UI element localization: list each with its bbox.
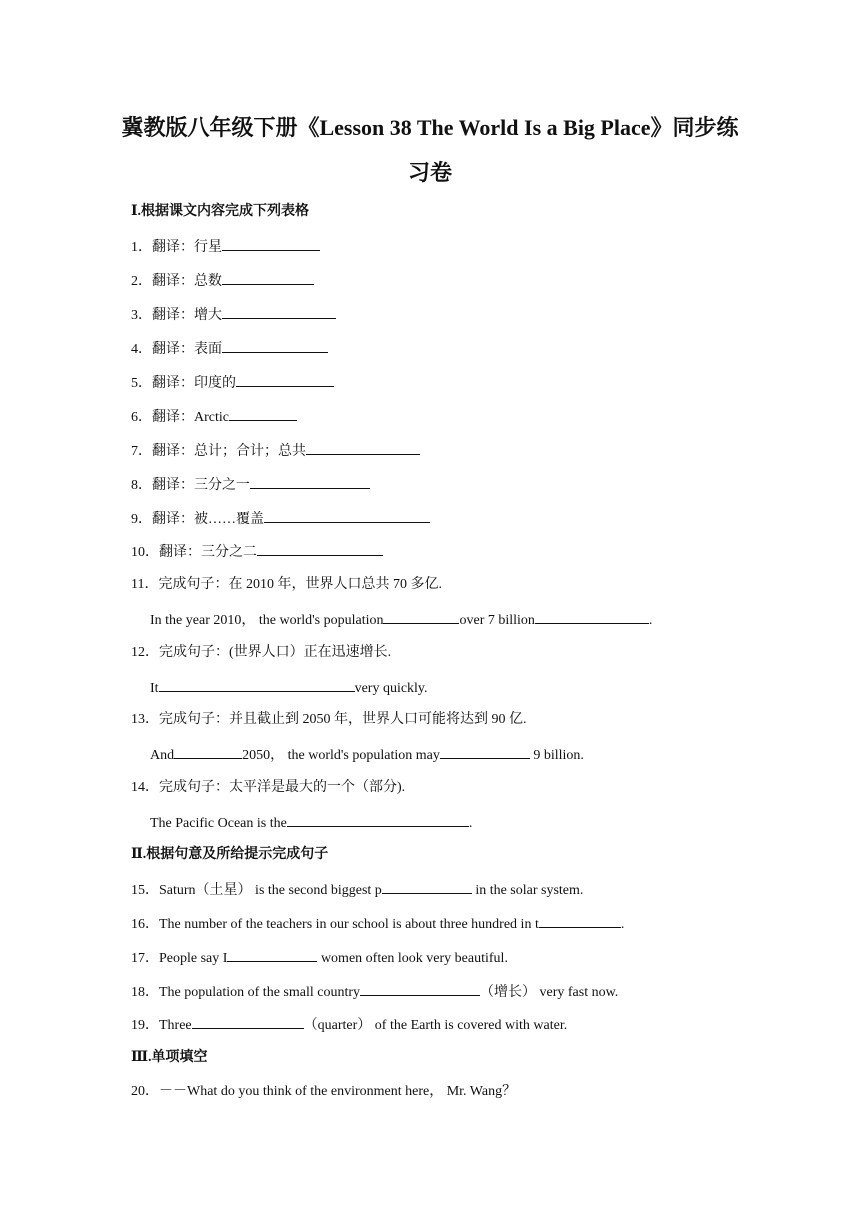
sentence-part: . [620, 917, 625, 932]
answer-blank[interactable] [174, 745, 242, 759]
answer-blank[interactable] [360, 982, 480, 996]
answer-blank[interactable] [257, 542, 383, 556]
sentence-part: （增长） very fast now. [480, 985, 619, 1000]
sentence-part: in the solar system. [471, 883, 584, 898]
question-text: 9．翻译：被……覆盖 [131, 512, 264, 527]
question-12: 12．完成句子：(世界人口）正在迅速增长. [131, 645, 392, 660]
answer-blank[interactable] [383, 610, 459, 624]
answer-blank[interactable] [222, 271, 314, 285]
sentence-part: （quarter） of the Earth is covered with water. [303, 1018, 568, 1033]
answer-blank[interactable] [159, 678, 355, 692]
question-text: 5．翻译：印度的 [131, 376, 236, 391]
sentence-part: very quickly. [354, 681, 428, 696]
answer-blank[interactable] [222, 305, 336, 319]
sentence-part: 17．People say I [131, 951, 228, 966]
sentence-part: 2050， the world's population may [242, 748, 440, 763]
question-9 [131, 509, 430, 529]
question-11-answer [150, 610, 652, 630]
question-3 [131, 305, 336, 325]
question-text: 1．翻译：行星 [131, 240, 222, 255]
question-text: 10．翻译：三分之二 [131, 545, 257, 560]
question-10 [131, 542, 383, 562]
question-17 [131, 948, 508, 968]
sentence-part: over 7 billion [459, 613, 535, 628]
answer-blank[interactable] [382, 880, 472, 894]
question-text: 6．翻译：Arctic [131, 410, 229, 425]
sentence-part: And [150, 748, 175, 763]
question-11: 11．完成句子：在 2010 年，世界人口总共 70 多亿. [131, 577, 442, 592]
question-text: 3．翻译：增大 [131, 308, 222, 323]
question-text: 7．翻译：总计；合计；总共 [131, 444, 306, 459]
answer-blank[interactable] [222, 237, 320, 251]
answer-blank[interactable] [539, 914, 621, 928]
question-7 [131, 441, 420, 461]
answer-blank[interactable] [229, 407, 297, 421]
sentence-part: 18．The population of the small country [131, 985, 361, 1000]
question-12-answer [150, 678, 428, 698]
section-heading-3: Ⅲ.单项填空 [131, 1050, 208, 1065]
page-title-line1: 冀教版八年级下册《Lesson 38 The World Is a Big Place》同步练 [121, 115, 739, 140]
sentence-part: 9 billion. [529, 748, 584, 763]
question-1 [131, 237, 320, 257]
question-5 [131, 373, 334, 393]
question-text: 4．翻译：表面 [131, 342, 222, 357]
sentence-part: 19．Three [131, 1018, 192, 1033]
sentence-part: 15．Saturn（土星） is the second biggest p [131, 883, 382, 898]
answer-blank[interactable] [535, 610, 649, 624]
answer-blank[interactable] [192, 1015, 304, 1029]
question-2 [131, 271, 314, 291]
sentence-part: women often look very beautiful. [317, 951, 508, 966]
question-14: 14．完成句子：太平洋是最大的一个（部分). [131, 780, 406, 795]
question-16 [131, 914, 624, 934]
question-13: 13．完成句子：并且截止到 2050 年，世界人口可能将达到 90 亿. [131, 712, 527, 727]
sentence-part: The Pacific Ocean is the [150, 816, 287, 831]
sentence-part: . [468, 816, 473, 831]
question-13-answer [150, 745, 584, 765]
question-text: 2．翻译：总数 [131, 274, 222, 289]
question-14-answer [150, 813, 472, 833]
answer-blank[interactable] [222, 339, 328, 353]
page-title-line2: 习卷 [407, 160, 452, 185]
question-6 [131, 407, 297, 427]
question-20: 20．－－What do you think of the environment here， Mr. Wang？ [131, 1084, 517, 1099]
answer-blank[interactable] [306, 441, 420, 455]
answer-blank[interactable] [287, 813, 469, 827]
sentence-part: In the year 2010， the world's population [150, 613, 384, 628]
sentence-part: . [648, 613, 653, 628]
section-heading-2: Ⅱ.根据句意及所给提示完成句子 [131, 847, 329, 862]
answer-blank[interactable] [250, 475, 370, 489]
question-19 [131, 1015, 567, 1035]
question-8 [131, 475, 370, 495]
question-text: 8．翻译：三分之一 [131, 478, 250, 493]
answer-blank[interactable] [440, 745, 530, 759]
answer-blank[interactable] [236, 373, 334, 387]
answer-blank[interactable] [264, 509, 430, 523]
section-heading-1: Ⅰ.根据课文内容完成下列表格 [131, 204, 310, 219]
sentence-part: It [150, 681, 159, 696]
question-15 [131, 880, 583, 900]
sentence-part: 16．The number of the teachers in our school is about three hundred in t [131, 917, 539, 932]
question-18 [131, 982, 618, 1002]
answer-blank[interactable] [227, 948, 317, 962]
question-4 [131, 339, 328, 359]
